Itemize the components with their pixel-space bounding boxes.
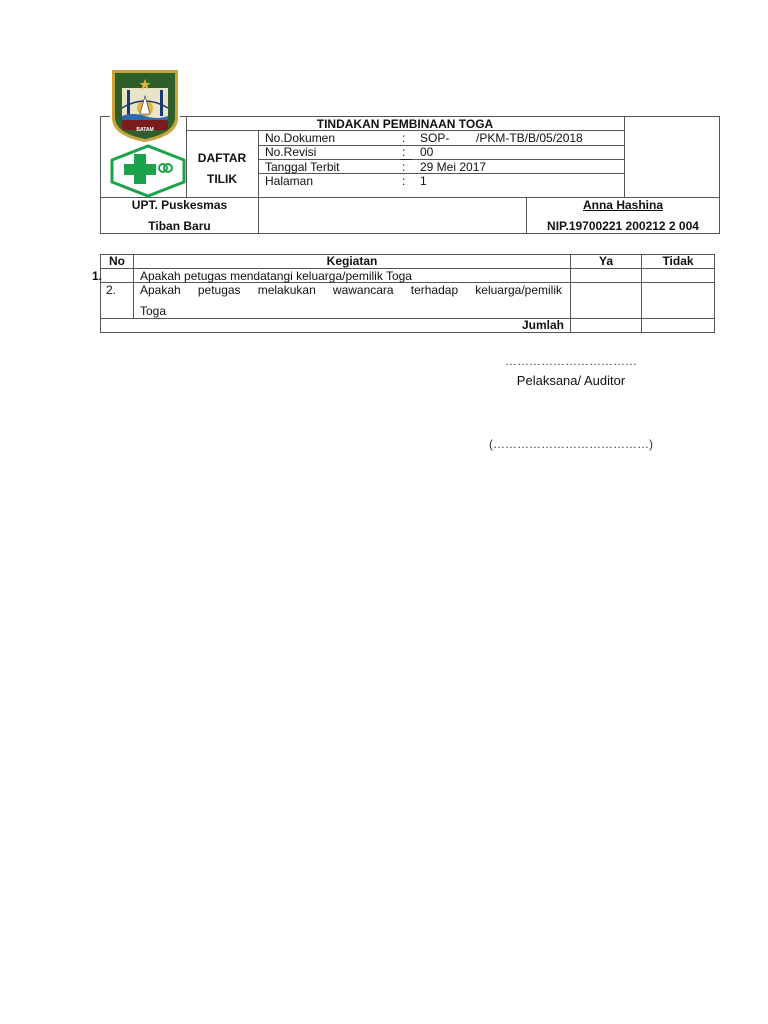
table-border-bottom xyxy=(100,332,715,333)
table-header-ya: Ya xyxy=(598,254,613,268)
table-row1-no: 1. xyxy=(92,269,103,283)
org-name-line1: UPT. Puskesmas xyxy=(131,198,228,212)
table-row2-no: 2. xyxy=(106,283,117,297)
field-sep-tanggal-terbit: : xyxy=(402,160,406,174)
header-border-top-left xyxy=(100,116,110,117)
signature-role: Pelaksana/ Auditor xyxy=(516,373,626,388)
field-label-no-revisi: No.Revisi xyxy=(265,145,317,159)
document-title: TINDAKAN PEMBINAAN TOGA xyxy=(316,117,494,131)
signature-name-placeholder: (…………………………………) xyxy=(489,437,653,451)
field-value-halaman: 1 xyxy=(420,174,427,188)
field-sep-no-revisi: : xyxy=(402,145,406,159)
field-label-halaman: Halaman xyxy=(265,174,314,188)
table-border-right xyxy=(714,254,715,333)
header-border-bottom xyxy=(100,233,720,234)
org-name-line2: Tiban Baru xyxy=(148,219,211,233)
table-total-label: Jumlah xyxy=(521,318,564,332)
doc-type-line1: DAFTAR xyxy=(197,151,247,165)
field-sep-no-dokumen: : xyxy=(402,131,406,145)
table-header-kegiatan: Kegiatan xyxy=(326,254,378,268)
field-value-no-dokumen: SOP- xyxy=(420,131,450,145)
table-row2-kegiatan-line2: Toga xyxy=(140,304,167,318)
field-value-no-revisi: 00 xyxy=(420,145,434,159)
field-value-tanggal-terbit: 29 Mei 2017 xyxy=(420,160,487,174)
signer-nip: NIP.19700221 200212 2 004 xyxy=(547,219,699,233)
table-header-tidak: Tidak xyxy=(662,254,694,268)
signer-name: Anna Hashina xyxy=(582,198,663,212)
city-emblem-text: BATAM xyxy=(136,127,154,133)
table-header-no: No xyxy=(109,254,125,268)
field-label-no-dokumen: No.Dokumen xyxy=(265,131,336,145)
field-sep-halaman: : xyxy=(402,174,406,188)
doc-type-line2: TILIK xyxy=(207,172,237,186)
table-row2-kegiatan-line1: Apakah petugas melakukan wawancara terhadap keluarga/pemilik xyxy=(140,283,562,297)
city-emblem-logo xyxy=(110,68,180,144)
puskesmas-logo xyxy=(110,144,186,198)
field-label-tanggal-terbit: Tanggal Terbit xyxy=(265,160,340,174)
table-row1-kegiatan: Apakah petugas mendatangi keluarga/pemilik Toga xyxy=(140,269,412,283)
header-border-right xyxy=(719,116,720,233)
header-vline-fields xyxy=(624,116,625,198)
signature-date-dots: …………………………… xyxy=(505,354,637,368)
field-value2-no-dokumen: /PKM-TB/B/05/2018 xyxy=(476,131,583,145)
header-border-left xyxy=(100,116,101,233)
